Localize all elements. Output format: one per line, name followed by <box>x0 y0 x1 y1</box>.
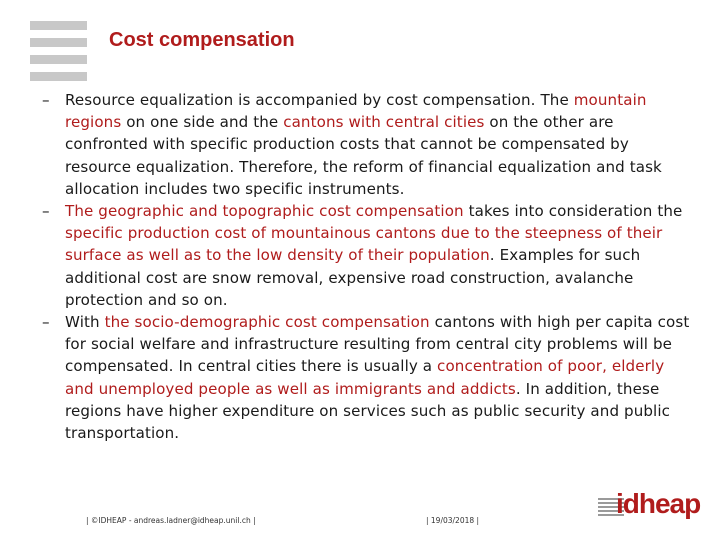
highlight-text: cantons with central cities <box>283 113 485 132</box>
bullet-item <box>42 311 690 444</box>
bullet-marker: – <box>42 202 50 221</box>
slide-title: Cost compensation <box>109 29 295 51</box>
bullet-item <box>42 200 690 311</box>
footer-date: | 19/03/2018 | <box>426 516 480 525</box>
highlight-text: The geographic and topographic cost compensation <box>65 202 464 221</box>
idheap-logo <box>598 488 701 522</box>
bullet-marker: – <box>42 91 50 109</box>
bullet-item <box>42 89 690 200</box>
text: Resource equalization is accompanied by cost compensation. The <box>65 91 574 109</box>
footer-author: | ©IDHEAP - andreas.ladner@idheap.unil.ch | <box>86 516 256 525</box>
text: With <box>65 313 105 332</box>
header-decoration-bars <box>30 21 87 89</box>
slide-body <box>42 89 690 444</box>
text: . In addition, these regions have higher expenditure on services such as public security and public transportation. <box>65 379 671 443</box>
text: on the other are confronted with specific production costs that cannot be compensated by resource equalization. Therefore, the reform of financial equalization and task allocation includes two specific instruments. <box>65 113 662 198</box>
highlight-text: concentration of poor, elderly and unemployed people as well as immigrants and addicts <box>65 357 665 398</box>
highlight-text: specific production cost of mountainous cantons due to the steepness of their surface as well as to the low density of their population <box>65 224 663 265</box>
highlight-text: the socio-demographic cost compensation <box>104 313 430 332</box>
highlight-text: mountain regions <box>65 91 647 132</box>
bullet-marker: – <box>42 313 50 332</box>
text: takes into consideration the <box>463 202 683 221</box>
text: . Examples for such additional cost are snow removal, expensive road construction, avalanche protection and so on. <box>65 246 641 309</box>
logo-text: idheap <box>616 488 701 519</box>
text: cantons with high per capita cost for social welfare and infrastructure resulting from central city problems will be compensated. In central cities there is usually a <box>65 313 690 376</box>
text: on one side and the <box>121 113 284 132</box>
